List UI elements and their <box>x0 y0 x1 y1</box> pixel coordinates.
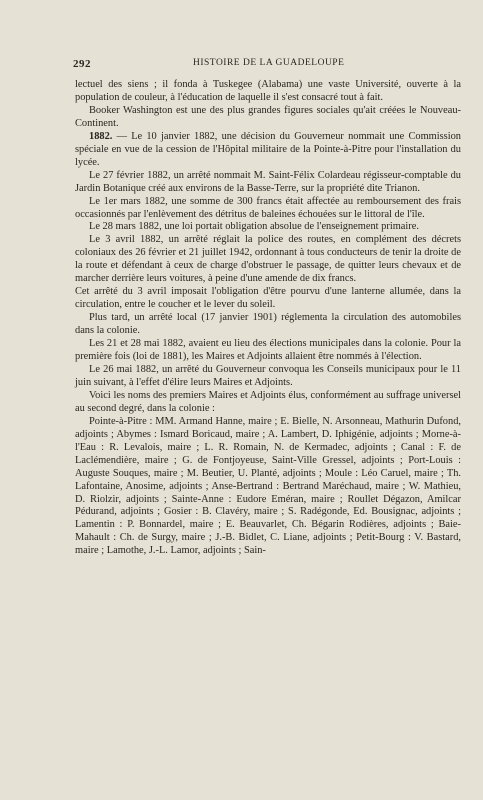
paragraph: Le 27 février 1882, un arrêté nommait M. Saint-Félix Colardeau régisseur-comptable du Jardin Botanique créé aux environs de la Basse-Terre, sur la propriété dite Trianon. <box>75 169 461 194</box>
running-title: HISTOIRE DE LA GUADELOUPE <box>193 58 345 68</box>
paragraph: lectuel des siens ; il fonda à Tuskegee (Alabama) une vaste Université, ouverte à la population de couleur, à l'éducation de laquelle il s'est consacré tout à fait. <box>75 79 461 103</box>
paragraph: Booker Washington est une des plus grandes figures sociales qu'ait créées le Nouveau-Continent. <box>75 104 461 129</box>
paragraph: Pointe-à-Pitre : MM. Armand Hanne, maire ; E. Bielle, N. Arsonneau, Mathurin Dufond, adjoints ; Abymes : Ismard Boricaud, maire ; A. Lambert, D. Iphigénie, adjoints ; Morne-à-l'Eau : R. Levalois, maire ; L. R. Romain, N. de Kermadec, adjoints ; Canal : F. de Laclémendière, maire ; G. de Fontjoyeuse, Saint-Ville Gressel, adjoints ; Port-Louis : Auguste Souques, maire ; M. Beutier, U. Planté, adjoints ; Moule : Léo Caruel, maire ; Th. Lafontaine, Anosime, adjoints ; Anse-Bertrand : Bertrand Maréchaud, maire ; W. Mathieu, D. Riolzir, adjoints ; Sainte-Anne : Eudore Eméran, maire ; Roullet Dégazon, Amilcar Pédurand, adjoints ; Gosier : B. Clavéry, maire ; S. Radégonde, Ed. Bousignac, adjoints ; Lamentin : P. Bonnardel, maire ; E. Beauvarlet, Ch. Bégarin Rodières, adjoints ; Baie-Mahault : Ch. de Surgy, maire ; J.-B. Bidlet, C. Liane, adjoints ; Petit-Bourg : V. Bastard, maire ; Lamothe, J.-L. Lamor, adjoints ; Sain- <box>75 415 461 557</box>
page-body <box>75 79 461 558</box>
paragraph: Le 26 mai 1882, un arrêté du Gouverneur convoqua les Conseils municipaux pour le 11 juin suivant, à l'effet d'élire leurs Maires et Adjoints. <box>75 363 461 388</box>
paragraph: Cet arrêté du 3 avril imposait l'obligation d'être pourvu d'une lanterne allumée, dans la circulation, entre le coucher et le lever du soleil. <box>75 286 461 311</box>
paragraph: Le 1er mars 1882, une somme de 300 francs était affectée au remboursement des frais occasionnés par l'enlèvement des détritus de baleines échouées sur le littoral de l'île. <box>75 195 461 220</box>
paragraph: Le 3 avril 1882, un arrêté réglait la police des routes, en complément des décrets coloniaux des 26 février et 21 juillet 1942, ordonnant à tous conducteurs de tenir la droite de la route et défendant à ceux de charge d'obstruer le passage, de quitter leurs chevaux et de marcher derrière leurs voitures, à peine d'une amende de dix francs. <box>75 234 461 285</box>
page-number: 292 <box>73 58 91 70</box>
paragraph: Plus tard, un arrêté local (17 janvier 1901) réglementa la circulation des automobiles dans la colonie. <box>75 312 461 337</box>
paragraph: Les 21 et 28 mai 1882, avaient eu lieu des élections municipales dans la colonie. Pour la première fois (loi de 1881), les Maires et Adjoints allaient être nommés à l'élection. <box>75 338 461 363</box>
paragraph: 1882. — Le 10 janvier 1882, une décision du Gouverneur nommait une Commission spéciale en vue de la cession de l'Hôpital militaire de la Pointe-à-Pitre pour l'installation du lycée. <box>75 130 461 168</box>
paragraph: Voici les noms des premiers Maires et Adjoints élus, conformément au suffrage universel au second degré, dans la colonie : <box>75 389 461 414</box>
paragraph: Le 28 mars 1882, une loi portait obligation absolue de l'enseignement primaire. <box>89 221 419 233</box>
page-header <box>73 58 459 74</box>
year-heading: 1882. <box>89 130 113 142</box>
